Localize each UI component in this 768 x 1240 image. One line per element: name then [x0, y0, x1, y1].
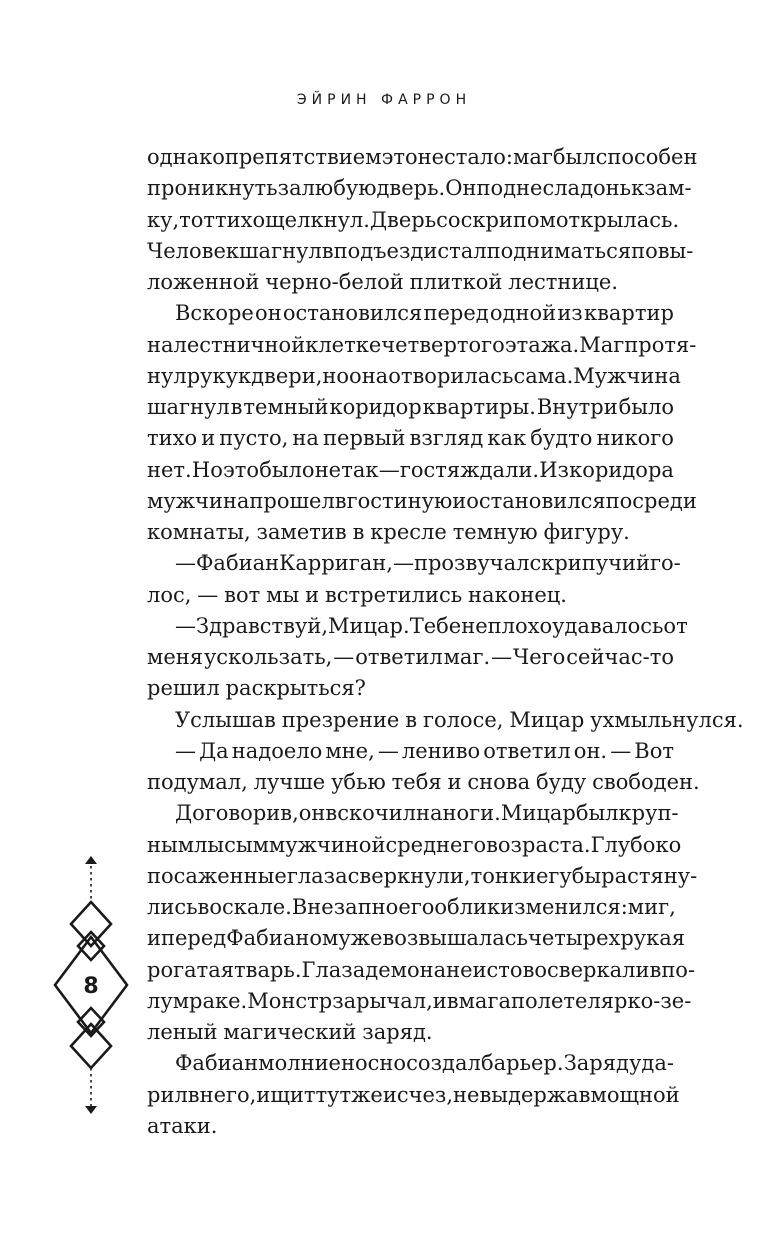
text-line: леный магический заряд. [147, 1020, 433, 1044]
text-line: Договорив, он вскочил на ноги. Мицар был круп- [175, 801, 679, 826]
text-line: посаженные глаза сверкнули, тонкие губы растяну- [147, 863, 698, 888]
body-text [147, 142, 744, 1142]
text-line: ложенной черно-белой плиткой лестнице. [147, 270, 619, 294]
text-line: Человек шагнул в подъезд и стал подниматься по вы- [147, 238, 694, 263]
text-line: — Да надоело мне, — лениво ответил он. — Вот [175, 738, 674, 763]
text-line: — Здравствуй, Мицар. Тебе неплохо удавалось от [175, 613, 688, 638]
text-line: однако препятствием это не стало: маг был способен [147, 145, 698, 169]
running-head: ЭЙРИН ФАРРОН [296, 92, 472, 108]
text-line: нет. Но это было не так — гостя ждали. Из коридора [147, 457, 674, 482]
page-ornament [51, 854, 131, 1116]
text-line: тихо и пусто, на первый взгляд как будто никого [147, 426, 674, 451]
text-line: нул руку к двери, но она отворилась сама. Мужчина [147, 363, 681, 388]
text-line: лос, — вот мы и встретились наконец. [147, 582, 567, 607]
text-line: комнаты, заметив в кресле темную фигуру. [147, 520, 630, 544]
text-line: Услышав презрение в голосе, Мицар ухмыльнулся. [175, 707, 744, 732]
text-line: решил раскрыться? [147, 676, 366, 701]
text-line: лись в оскале. Внезапно его облик изменился: миг, [147, 895, 676, 919]
text-line: Вскоре он остановился перед одной из квартир [175, 301, 674, 326]
ornament-top-arrow-icon [85, 856, 97, 864]
text-line: Фабиан молниеносно создал барьер. Заряд уда- [175, 1051, 674, 1076]
text-line: мужчина прошел в гостиную и остановился посреди [147, 488, 697, 513]
ornament-bottom-arrow-icon [85, 1106, 97, 1114]
text-line: проникнуть за любую дверь. Он поднес ладонь к зам- [147, 176, 692, 201]
text-line: — Фабиан Карриган, — прозвучал скрипучий го- [175, 551, 681, 576]
ornament-lower-diamond [71, 1024, 111, 1068]
text-line: ным лысым мужчиной среднего возраста. Глубоко [147, 832, 682, 857]
text-line: лумраке. Монстр зарычал, и в мага полетел ярко-зе- [147, 988, 692, 1013]
text-line: атаки. [147, 1113, 218, 1138]
page-number: 8 [83, 974, 99, 999]
text-line: шагнул в темный коридор квартиры. Внутри было [147, 395, 674, 419]
text-line: на лестничной клетке четвертого этажа. Маг протя- [147, 332, 697, 357]
text-line: рил в него, и щит тут же исчез, не выдержав мощной [147, 1082, 680, 1107]
text-line: рогатая тварь. Глаза демона неистово сверкали в по- [147, 957, 696, 982]
text-line: ку, тот тихо щелкнул. Дверь со скрипом открылась. [147, 207, 680, 232]
ornament-upper-diamond [71, 902, 111, 946]
text-line: и перед Фабианом уже возвышалась четырехрукая [147, 926, 686, 951]
text-line: подумал, лучше убью тебя и снова буду свободен. [147, 770, 700, 794]
text-line: меня ускользать, — ответил маг. — Чего сейчас-то [147, 645, 674, 669]
